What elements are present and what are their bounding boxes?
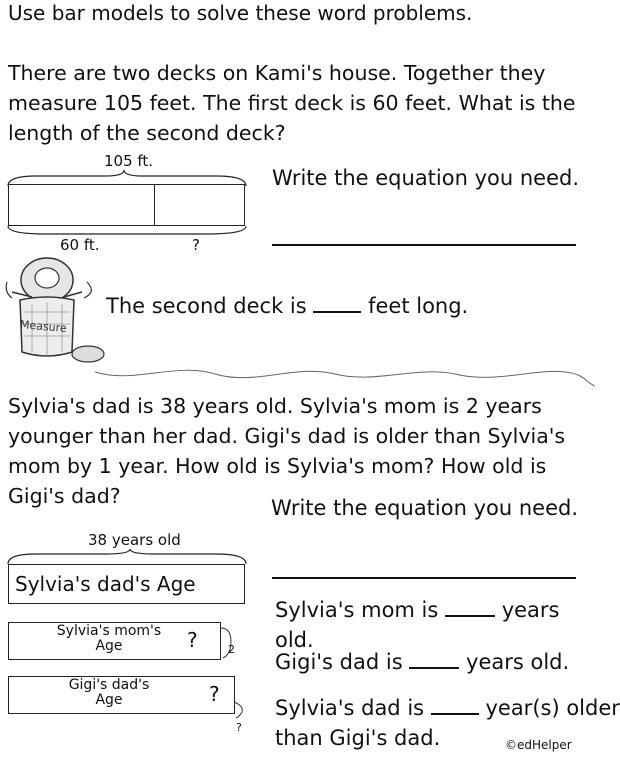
problem1-line: length of the second deck? [8,121,286,145]
gigi-bar-line2: Age [95,692,123,708]
answer-mom-suffix: years old. [275,598,560,652]
mom-bar [8,622,221,660]
deck-divider [154,185,155,225]
bar-total-label: 105 ft. [104,152,154,170]
answer-blank-mom[interactable] [445,615,495,617]
mom-bar-line1: Sylvia's mom's [56,623,162,639]
answer-mom-prefix: Sylvia's mom is [275,598,439,622]
equation-prompt-2: Write the equation you need. [271,496,579,520]
mom-diff-label: 2 [228,643,235,656]
gigi-bar [8,676,235,714]
bar-part-brace [6,224,251,238]
gigi-diff-brace [232,700,248,720]
mom-bar-label [9,624,209,654]
mascot-text: Measure [19,317,68,336]
gigi-bar-question: ? [209,682,220,706]
answer-sentence-gigi [275,647,569,677]
mom-diff-brace [219,622,235,662]
instructions: Use bar models to solve these word problems. [8,1,473,25]
problem2-line: Sylvia's dad is 38 years old. Sylvia's mom is 2 years [8,394,542,418]
gigi-bar-line1: Gigi's dad's [68,677,150,693]
mom-bar-question: ? [187,628,198,652]
dad-bar-label: 38 years old [88,531,181,549]
problem2-line: Gigi's dad? [8,484,121,508]
part2-label: ? [192,236,200,254]
part1-label: 60 ft. [60,236,100,254]
problem2-line: younger than her dad. Gigi's dad is older than Sylvia's [8,424,566,448]
copyright: ©edHelper [505,738,572,752]
answer1-suffix: feet long. [368,294,469,318]
mom-bar-line2: Age [95,638,123,654]
answer-blank-deck[interactable] [313,311,361,313]
gigi-diff-label: ? [236,721,242,734]
equation-prompt-1: Write the equation you need. [272,166,580,190]
problem1-text [8,58,588,148]
section-divider [95,354,600,394]
answer-diff-suffix: year(s) older [485,696,620,720]
answer-diff-line2: than Gigi's dad. [275,726,441,750]
problem1-line: There are two decks on Kami's house. Together they [8,61,546,85]
answer-blank-gigi[interactable] [409,667,459,669]
answer-sentence-diff [275,693,620,723]
answer-blank-diff[interactable] [431,713,479,715]
answer-sentence-1 [106,291,468,321]
answer-gigi-suffix: years old. [466,650,570,674]
gigi-bar-label [9,678,209,708]
problem2-line: mom by 1 year. How old is Sylvia's mom? How old is [8,454,547,478]
answer-gigi-prefix: Gigi's dad is [275,650,403,674]
answer-diff-prefix: Sylvia's dad is [275,696,425,720]
answer1-prefix: The second deck is [106,294,307,318]
dad-bar: Sylvia's dad's Age [8,564,245,604]
answer-sentence-mom [275,595,600,655]
problem1-line: measure 105 feet. The first deck is 60 feet. What is the [8,91,576,115]
equation-line-1[interactable] [272,244,576,246]
equation-line-2[interactable] [272,577,576,579]
deck-bar [8,184,245,226]
